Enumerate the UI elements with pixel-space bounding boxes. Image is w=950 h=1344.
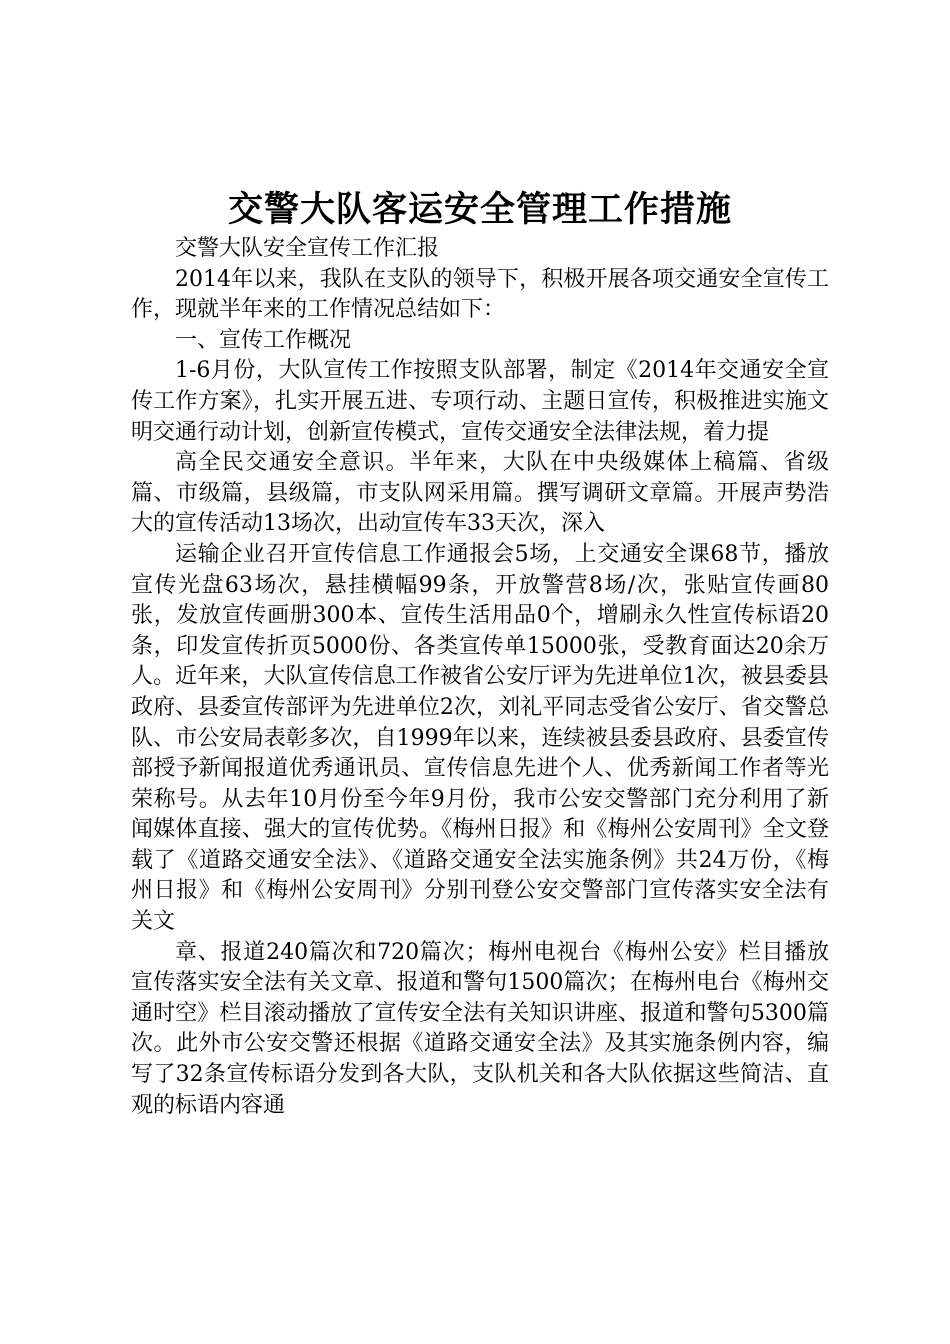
intro-paragraph: 2014年以来，我队在支队的领导下，积极开展各项交通安全宣传工作，现就半年来的工作情况总结如下： <box>131 266 829 323</box>
body-paragraph: 高全民交通安全意识。半年来，大队在中央级媒体上稿篇、省级篇、市级篇，县级篇，市支队网采用篇。撰写调研文章篇。开展声势浩大的宣传活动13场次，出动宣传车33天次，深入 <box>131 450 829 537</box>
subtitle-paragraph: 交警大队安全宣传工作汇报 <box>175 236 440 261</box>
document-title: 交警大队客运安全管理工作措施 <box>227 190 732 230</box>
body-paragraph: 运输企业召开宣传信息工作通报会5场，上交通安全课68节，播放宣传光盘63场次，悬挂横幅99条，开放警营8场/次，张贴宣传画80张，发放宣传画册300本、宣传生活用品0个，增刷永久性宣传标语20条，印发宣传折页5000份、各类宣传单15000张，受教育面达20余万人。近年来，大队宣传信息工作被省公安厅评为先进单位1次，被县委县政府、县委宣传部评为先进单位2次，刘礼平同志受省公安厅、省交警总队、市公安局表彰多次，自1999年以来，连续被县委县政府、县委宣传部授予新闻报道优秀通讯员、宣传信息先进个人、优秀新闻工作者等光荣称号。从去年10月份至今年9月份，我市公安交警部门充分利用了新闻媒体直接、强大的宣传优势。《梅州日报》和《梅州公安周刊》全文登载了《道路交通安全法》、《道路交通安全法实施条例》共24万份，《梅州日报》和《梅州公安周刊》分别刊登公安交警部门宣传落实安全法有关文 <box>131 541 829 935</box>
document-body <box>131 234 829 1121</box>
body-paragraph: 章、报道240篇次和720篇次；梅州电视台《梅州公安》栏目播放宣传落实安全法有关文章、报道和警句1500篇次；在梅州电台《梅州交通时空》栏目滚动播放了宣传安全法有关知识讲座、报道和警句5300篇次。此外市公安交警还根据《道路交通安全法》及其实施条例内容，编写了32条宣传标语分发到各大队，支队机关和各大队依据这些简洁、直观的标语内容通 <box>131 939 829 1118</box>
body-paragraph: 1-6月份，大队宣传工作按照支队部署，制定《2014年交通安全宣传工作方案》，扎实开展五进、专项行动、主题日宣传，积极推进实施文明交通行动计划，创新宣传模式，宣传交通安全法律法规，着力提 <box>131 358 829 445</box>
section-heading: 一、宣传工作概况 <box>175 327 352 353</box>
